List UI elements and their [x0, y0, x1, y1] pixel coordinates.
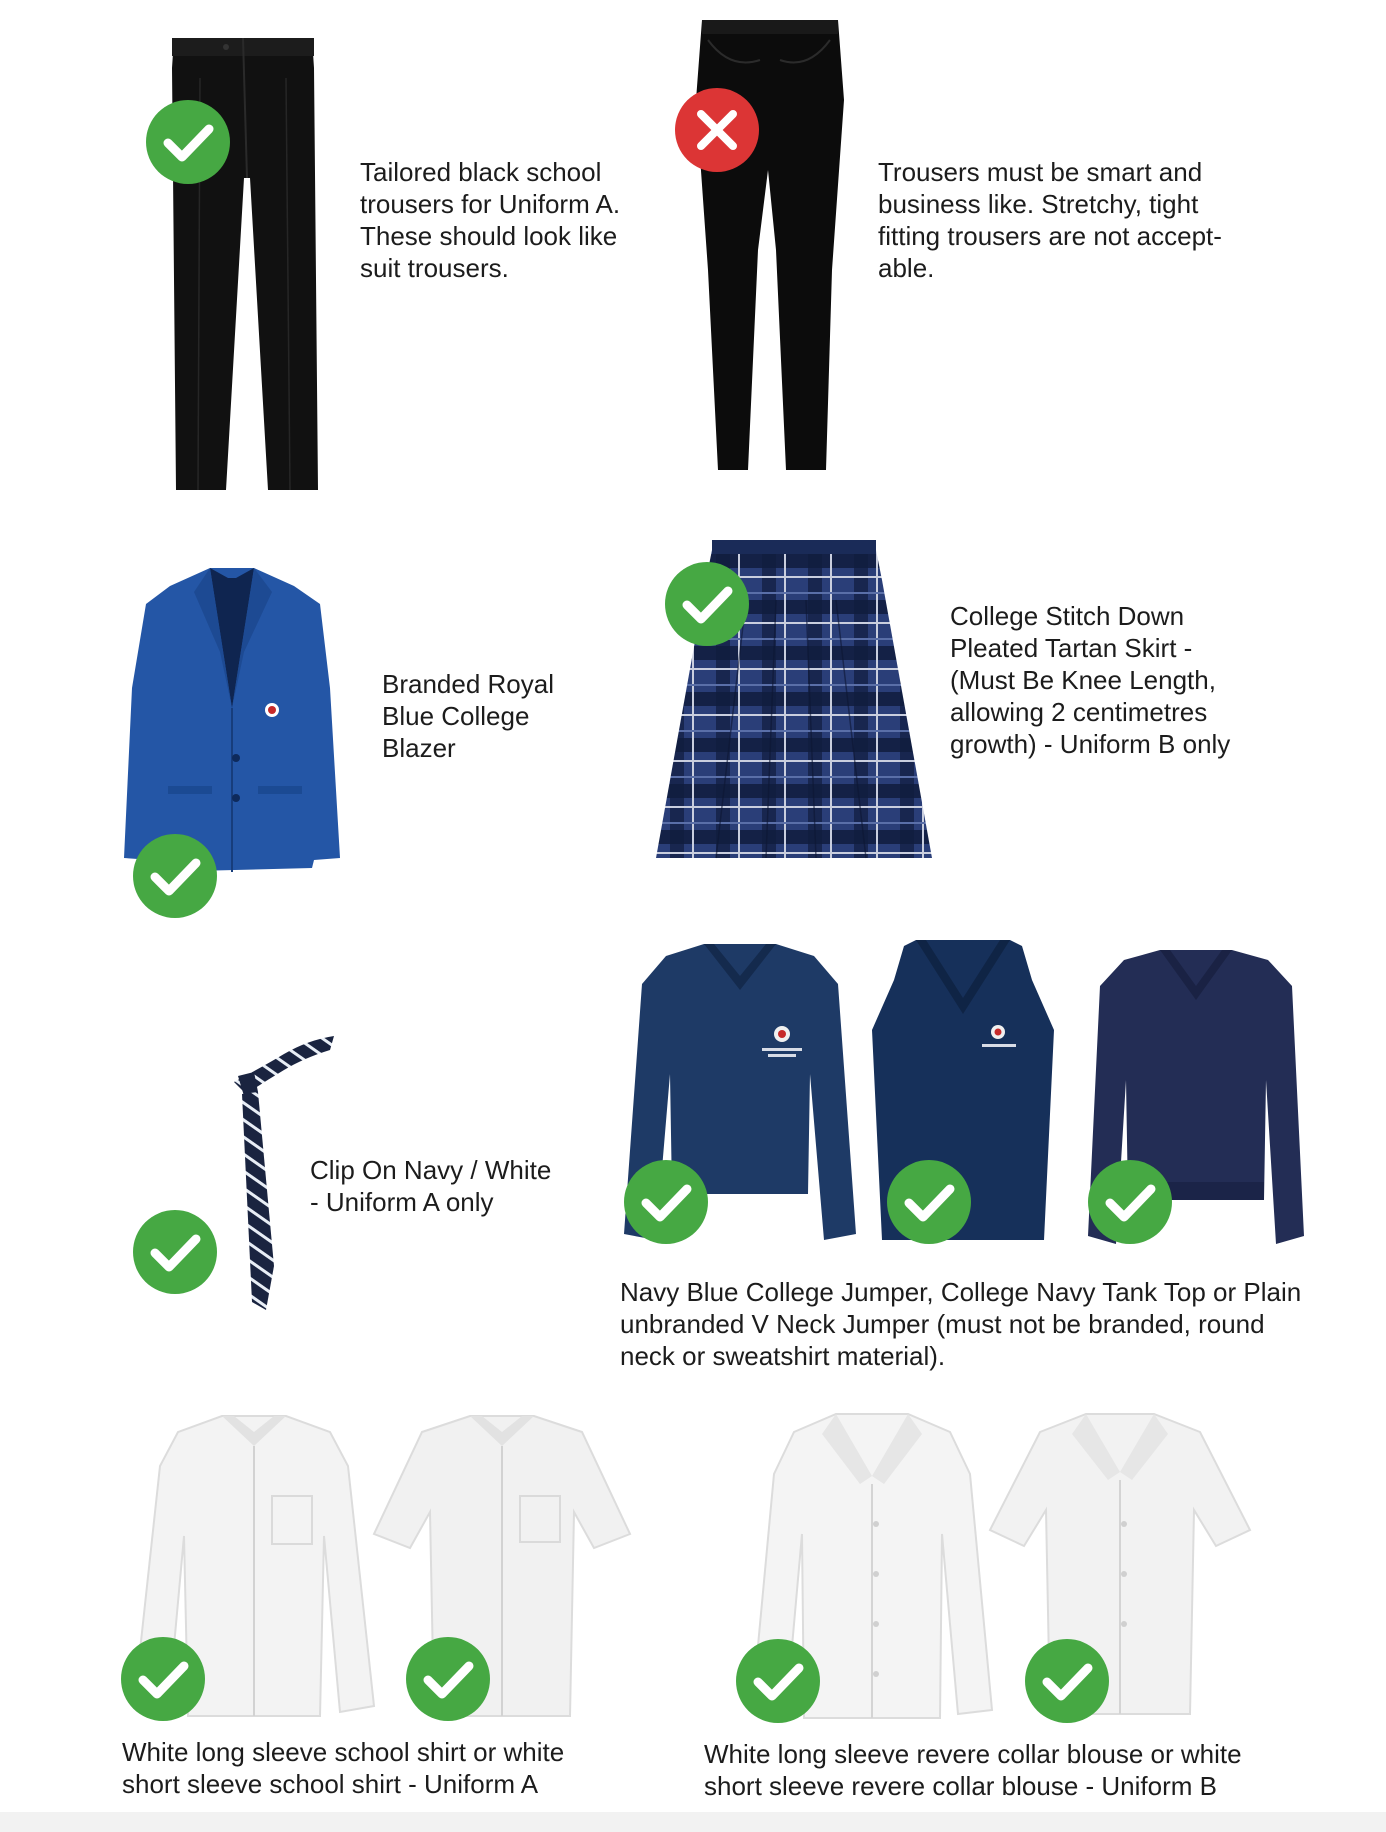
check-icon	[1025, 1639, 1109, 1723]
check-icon	[121, 1637, 205, 1721]
tailored-trousers-caption: Tailored black school trousers for Uniform A. These should look like suit trousers.	[360, 157, 621, 283]
skirt-caption: College Stitch Down Pleated Tartan Skirt - (Must Be Knee Length, allowing 2 centimetres growth) - Uniform B only	[950, 601, 1231, 759]
approved-check-badge	[1088, 1160, 1172, 1244]
check-icon	[133, 834, 217, 918]
approved-check-badge	[736, 1639, 820, 1723]
check-icon	[406, 1637, 490, 1721]
approved-check-badge	[624, 1160, 708, 1244]
check-icon	[887, 1160, 971, 1244]
rejected-cross-badge	[675, 88, 759, 172]
check-icon	[624, 1160, 708, 1244]
approved-check-badge	[887, 1160, 971, 1244]
blouses-caption: White long sleeve revere collar blouse or white short sleeve revere collar blouse - Uniform B	[704, 1739, 1242, 1801]
tight-trousers-caption: Trousers must be smart and business like. Stretchy, tight fitting trousers are not accept- able.	[878, 157, 1222, 283]
approved-check-badge	[133, 1210, 217, 1294]
page-bottom-edge	[0, 1812, 1386, 1832]
check-icon	[736, 1639, 820, 1723]
approved-check-badge	[133, 834, 217, 918]
shirts-caption: White long sleeve school shirt or white short sleeve school shirt - Uniform A	[122, 1737, 565, 1799]
cross-icon	[675, 88, 759, 172]
approved-check-badge	[406, 1637, 490, 1721]
check-icon	[146, 100, 230, 184]
approved-check-badge	[1025, 1639, 1109, 1723]
check-icon	[665, 562, 749, 646]
check-icon	[1088, 1160, 1172, 1244]
royal-blue-blazer-image	[124, 568, 340, 872]
tie-caption: Clip On Navy / White - Uniform A only	[310, 1155, 552, 1217]
jumpers-caption: Navy Blue College Jumper, College Navy Tank Top or Plain unbranded V Neck Jumper (must not be branded, round neck or sweatshirt material).	[620, 1277, 1302, 1371]
approved-check-badge	[665, 562, 749, 646]
blazer-caption: Branded Royal Blue College Blazer	[382, 669, 554, 763]
approved-check-badge	[121, 1637, 205, 1721]
approved-check-badge	[146, 100, 230, 184]
check-icon	[133, 1210, 217, 1294]
